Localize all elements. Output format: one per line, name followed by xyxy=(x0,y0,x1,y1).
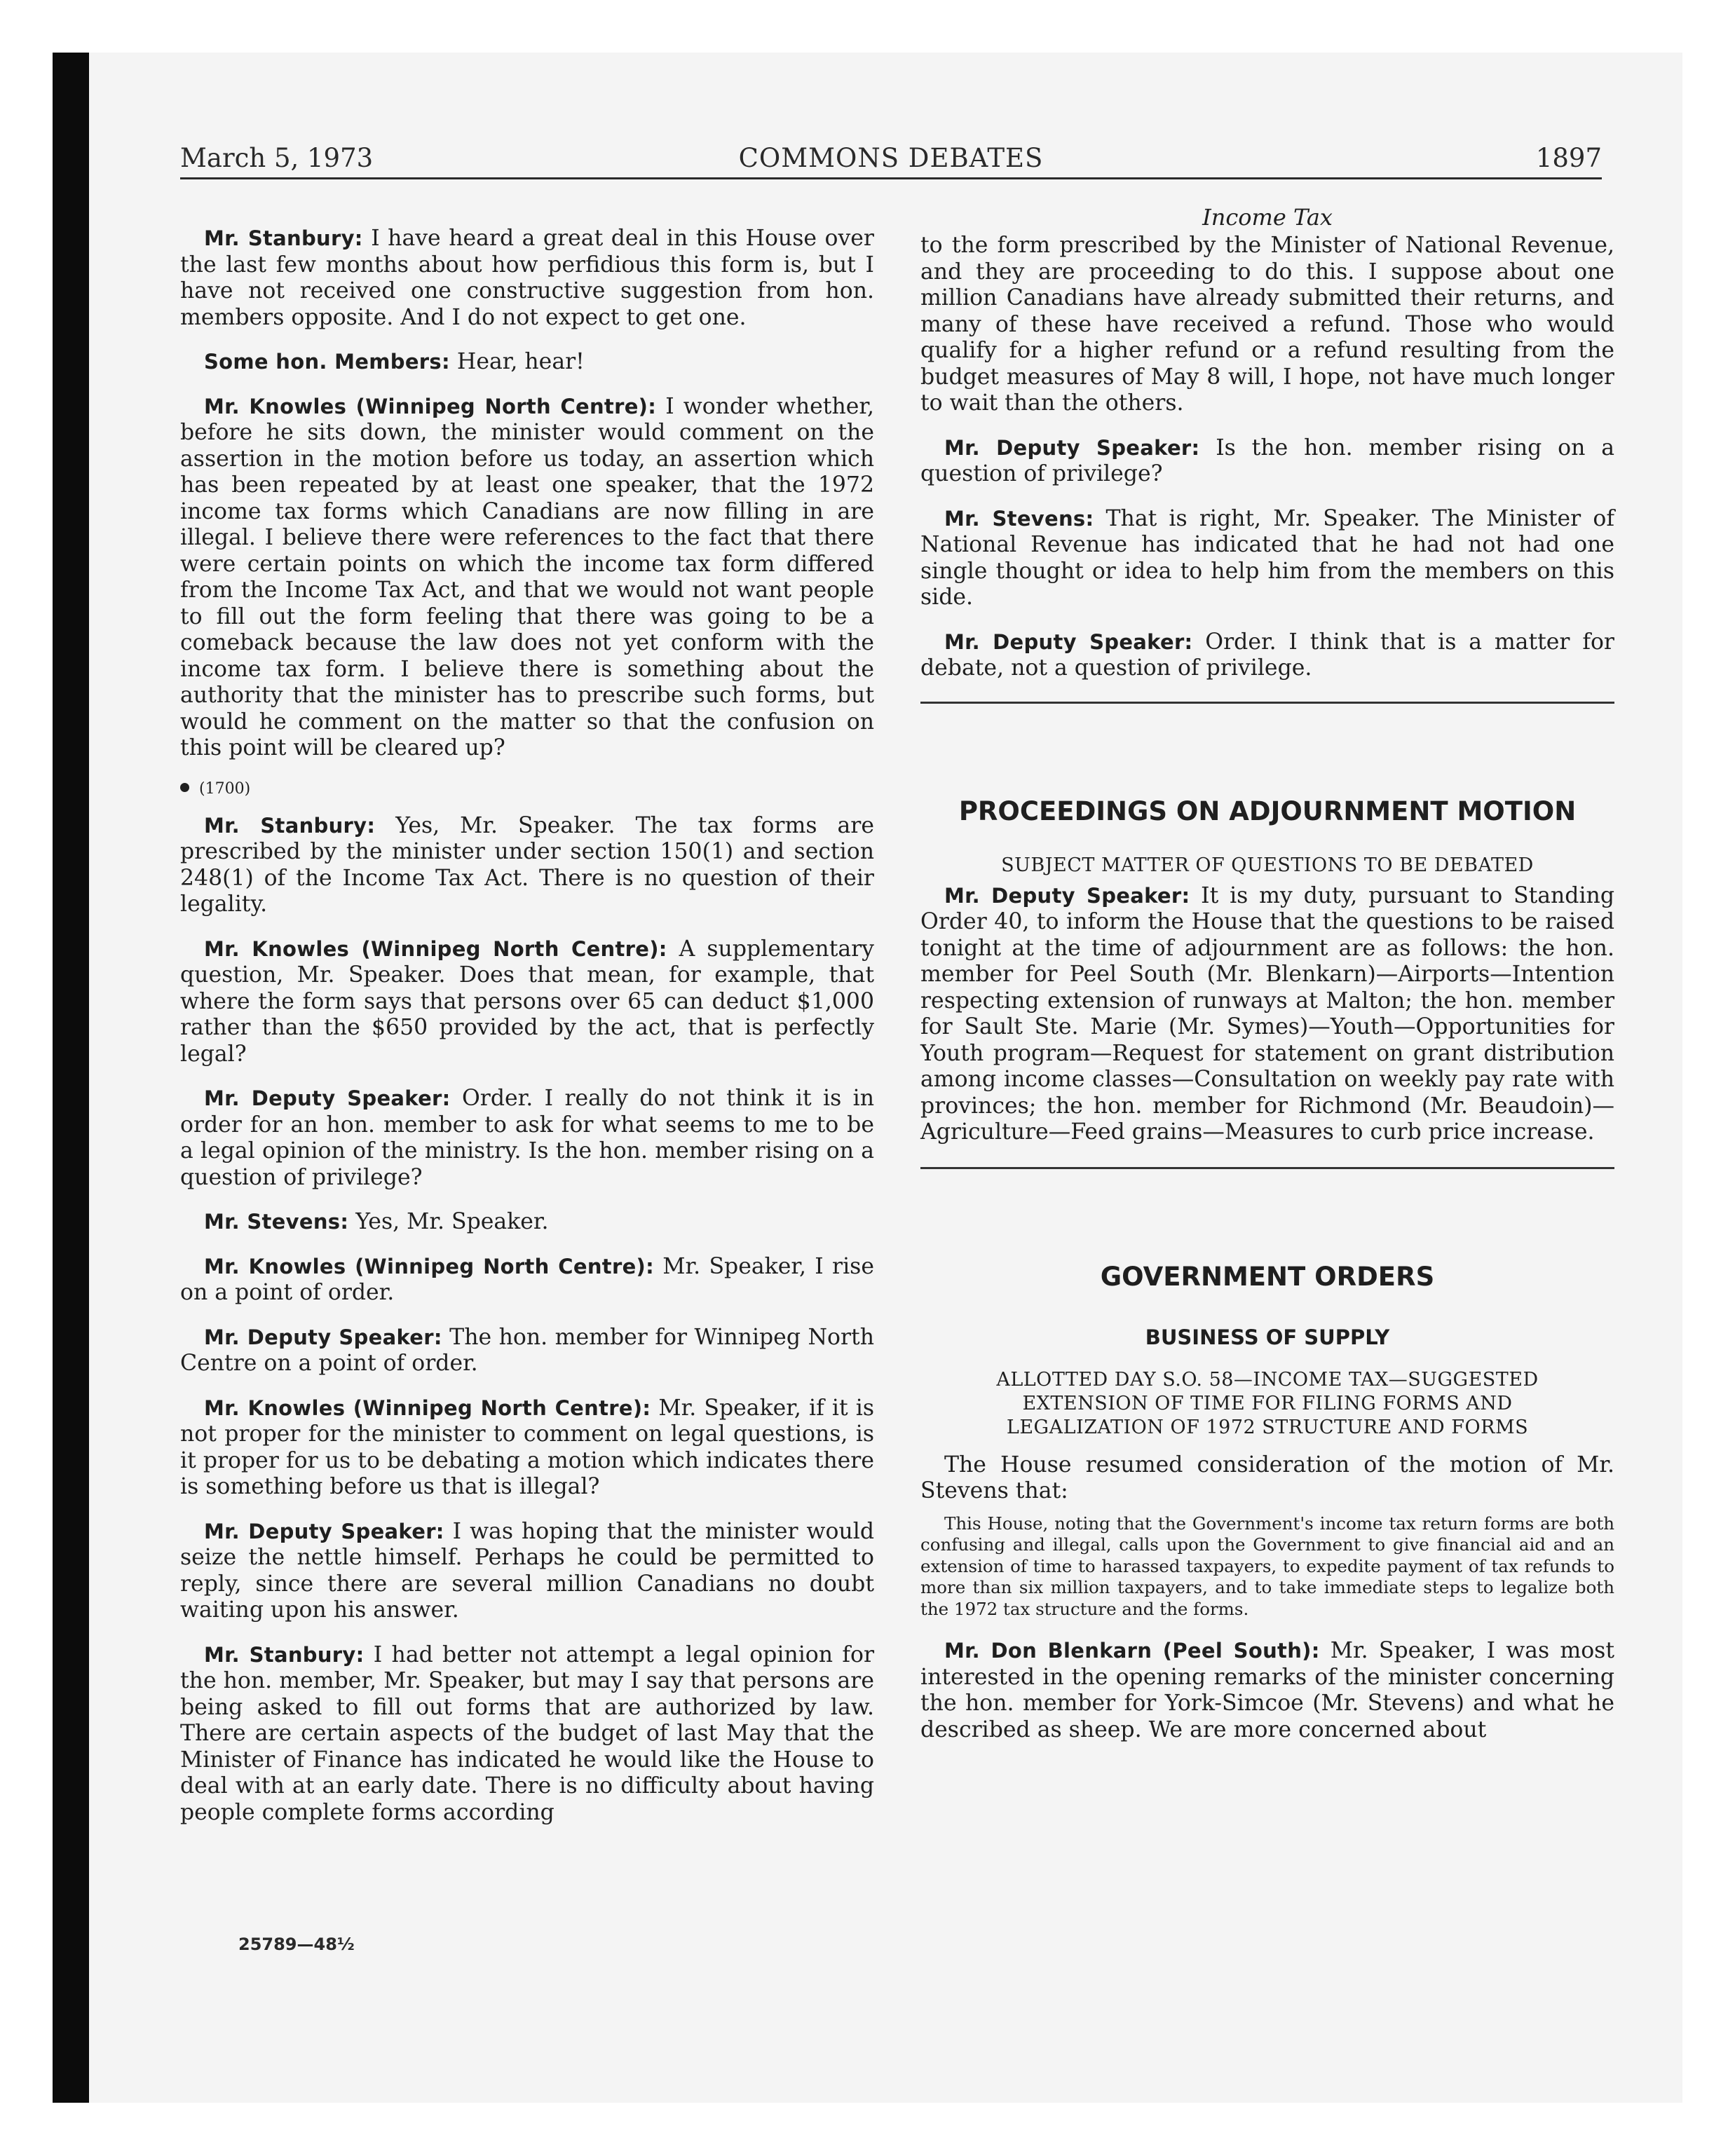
continued-paragraph: to the form prescribed by the Minister of National Revenue, and they are proceeding to do this. I suppose about one million Canadians have already submitted their returns, and many of these have received a refund. Those who would qualify for a higher refund or a refund resulting from the budget measures of May 8 will, I hope, not have much longer to wait than the others. xyxy=(920,233,1614,416)
running-head: Income Tax xyxy=(1202,204,1333,231)
speech-paragraph xyxy=(180,394,874,762)
speech-text: I had better not attempt a legal opinion for the hon. member, Mr. Speaker, but may I say that persons are being asked to fill out forms that are authorized by law. There are certain aspects of the budget of last May that the Minister of Finance has indicated he would like the House to deal with at an early date. There is no difficulty about having people complete forms according xyxy=(180,1642,874,1825)
footer-code: 25789—48½ xyxy=(238,1935,355,1954)
timestamp-text: (1700) xyxy=(199,779,251,798)
speech-text: I wonder whether, before he sits down, the minister would comment on the assertion in the motion before us today, an assertion which has been repeated by at least one speaker, that the 1972 income tax forms which Canadians are now filling in are illegal. I believe there were references to the fact that there were certain points on which the income tax form differed from the Income Tax Act, and that we would not want people to fill out the form feeling that there was going to be a comeback because the law does not yet conform with the income tax form. I believe there is something about the authority that the minister has to prescribe such forms, but would he comment on the matter so that the confusion on this point will be cleared up? xyxy=(180,393,874,760)
speaker-name: Mr. Deputy Speaker: xyxy=(204,1519,444,1543)
section-title: PROCEEDINGS ON ADJOURNMENT MOTION xyxy=(958,796,1577,826)
speaker-name: Mr. Stevens: xyxy=(204,1210,349,1234)
speech-text: A supplementary question, Mr. Speaker. Does that mean, for example, that where the form says that persons over 65 can deduct $1,000 rather than the $650 provided by the act, that is perfectly legal? xyxy=(180,936,874,1067)
speaker-name: Some hon. Members: xyxy=(204,350,450,374)
speaker-name: Mr. Deputy Speaker: xyxy=(944,883,1190,908)
speech-text: Mr. Speaker, I was most interested in the opening remarks of the minister concerning the hon. member for York-Simcoe (Mr. Stevens) and what he described as sheep. We are more concerned about xyxy=(920,1638,1614,1742)
speaker-name: Mr. Don Blenkarn (Peel South): xyxy=(944,1639,1320,1663)
speech-text: Mr. Speaker, I rise on a point of order. xyxy=(180,1253,874,1305)
speech-text: Is the hon. member rising on a question of privilege? xyxy=(920,435,1614,486)
speech-paragraph xyxy=(180,936,874,1068)
speech-paragraph xyxy=(920,883,1614,1146)
speaker-name: Mr. Knowles (Winnipeg North Centre): xyxy=(204,1396,651,1420)
speech-text: I have heard a great deal in this House over the last few months about how perfidious this form is, but I have not received one constructive suggestion from hon. members opposite. And I do not expect to get one. xyxy=(180,226,874,330)
motion-heading: ALLOTTED DAY S.O. 58—INCOME TAX—SUGGESTED EXTENSION OF TIME FOR FILING FORMS AND LEGALIZATION OF 1972 STRUCTURE AND FORMS xyxy=(996,1368,1539,1438)
speech-paragraph xyxy=(180,1642,874,1827)
speech-text: Order. I think that is a matter for debate, not a question of privilege. xyxy=(920,629,1614,681)
timestamp xyxy=(180,780,874,798)
section-divider xyxy=(920,1167,1614,1169)
speech-text: Hear, hear! xyxy=(449,349,585,374)
speech-paragraph xyxy=(920,1638,1614,1743)
speaker-name: Mr. Knowles (Winnipeg North Centre): xyxy=(204,394,657,418)
speech-paragraph xyxy=(180,1325,874,1377)
speech-paragraph xyxy=(180,1209,874,1236)
speech-paragraph xyxy=(180,349,874,376)
speech-text: Order. I really do not think it is in order for an hon. member to ask for what seems to me to be a legal opinion of the ministry. Is the hon. member rising on a question of privilege? xyxy=(180,1086,874,1190)
speech-paragraph xyxy=(180,1254,874,1306)
page-number: 1897 xyxy=(1535,143,1602,173)
section-title: GOVERNMENT ORDERS xyxy=(1100,1261,1435,1292)
speaker-name: Mr. Deputy Speaker: xyxy=(944,435,1200,460)
speech-paragraph xyxy=(180,1396,874,1501)
speaker-name: Mr. Deputy Speaker: xyxy=(944,629,1193,654)
speaker-name: Mr. Knowles (Winnipeg North Centre): xyxy=(204,1254,654,1278)
speech-paragraph xyxy=(920,506,1614,611)
speech-text: The hon. member for Winnipeg North Centre on a point of order. xyxy=(180,1324,874,1376)
speech-text: Yes, Mr. Speaker. xyxy=(348,1209,549,1234)
speaker-name: Mr. Stanbury: xyxy=(204,226,363,250)
speech-text: That is right, Mr. Speaker. The Minister of National Revenue has indicated that he had not had one single thought or idea to help him from the members on this side. xyxy=(920,505,1614,610)
speech-paragraph xyxy=(920,435,1614,488)
speaker-name: Mr. Deputy Speaker: xyxy=(204,1086,451,1110)
speaker-name: Mr. Knowles (Winnipeg North Centre): xyxy=(204,936,667,961)
page-header xyxy=(180,142,1602,179)
motion-quote: This House, noting that the Government's income tax return forms are both confusing and illegal, calls upon the Government to give financial aid and an extension of time to harassed taxpayers, to expedite payment of tax refunds to more than six million taxpayers, and to take immediate steps to legalize both the 1972 tax structure and the forms. xyxy=(920,1513,1614,1619)
speech-paragraph xyxy=(180,1519,874,1624)
speech-paragraph xyxy=(920,629,1614,682)
binding-edge xyxy=(53,53,89,2103)
intro-paragraph: The House resumed consideration of the motion of Mr. Stevens that: xyxy=(920,1452,1614,1503)
right-column xyxy=(920,203,1614,1761)
section-subtitle: BUSINESS OF SUPPLY xyxy=(1145,1325,1390,1349)
speech-paragraph xyxy=(180,1086,874,1191)
speech-text: Yes, Mr. Speaker. The tax forms are prescribed by the minister under section 150(1) and section 248(1) of the Income Tax Act. There is no question of their legality. xyxy=(180,812,874,917)
header-publication: COMMONS DEBATES xyxy=(738,143,1044,173)
speaker-name: Mr. Stanbury: xyxy=(204,1642,365,1667)
section-subtitle: SUBJECT MATTER OF QUESTIONS TO BE DEBATED xyxy=(1001,854,1534,876)
section-divider xyxy=(920,702,1614,704)
speech-paragraph xyxy=(180,813,874,918)
speaker-name: Mr. Deputy Speaker: xyxy=(204,1325,442,1349)
speech-paragraph xyxy=(180,226,874,331)
speech-text: Mr. Speaker, if it is not proper for the minister to comment on legal questions, is it proper for us to be debating a motion which indicates there is something before us that is illegal? xyxy=(180,1395,874,1499)
bullet-icon xyxy=(180,783,189,792)
left-column xyxy=(180,226,874,1844)
header-date: March 5, 1973 xyxy=(180,143,374,173)
speech-text: It is my duty, pursuant to Standing Order 40, to inform the House that the questions to be raised tonight at the time of adjournment are as follows: the hon. member for Peel South (Mr. Blenkarn)—Airports—Intention respecting extension of runways at Malton; the hon. member for Sault Ste. Marie (Mr. Symes)—Youth—Opportunities for Youth program—Request for statement on grant distribution among income classes—Consultation on weekly pay rate with provinces; the hon. member for Richmond (Mr. Beaudoin)—Agriculture—Feed grains—Measures to curb price increase. xyxy=(920,882,1614,1145)
speech-text: I was hoping that the minister would seize the nettle himself. Perhaps he could be permitted to reply, since there are several million Canadians no doubt waiting upon his answer. xyxy=(180,1518,874,1623)
speaker-name: Mr. Stevens: xyxy=(944,506,1094,531)
speaker-name: Mr. Stanbury: xyxy=(204,813,376,838)
